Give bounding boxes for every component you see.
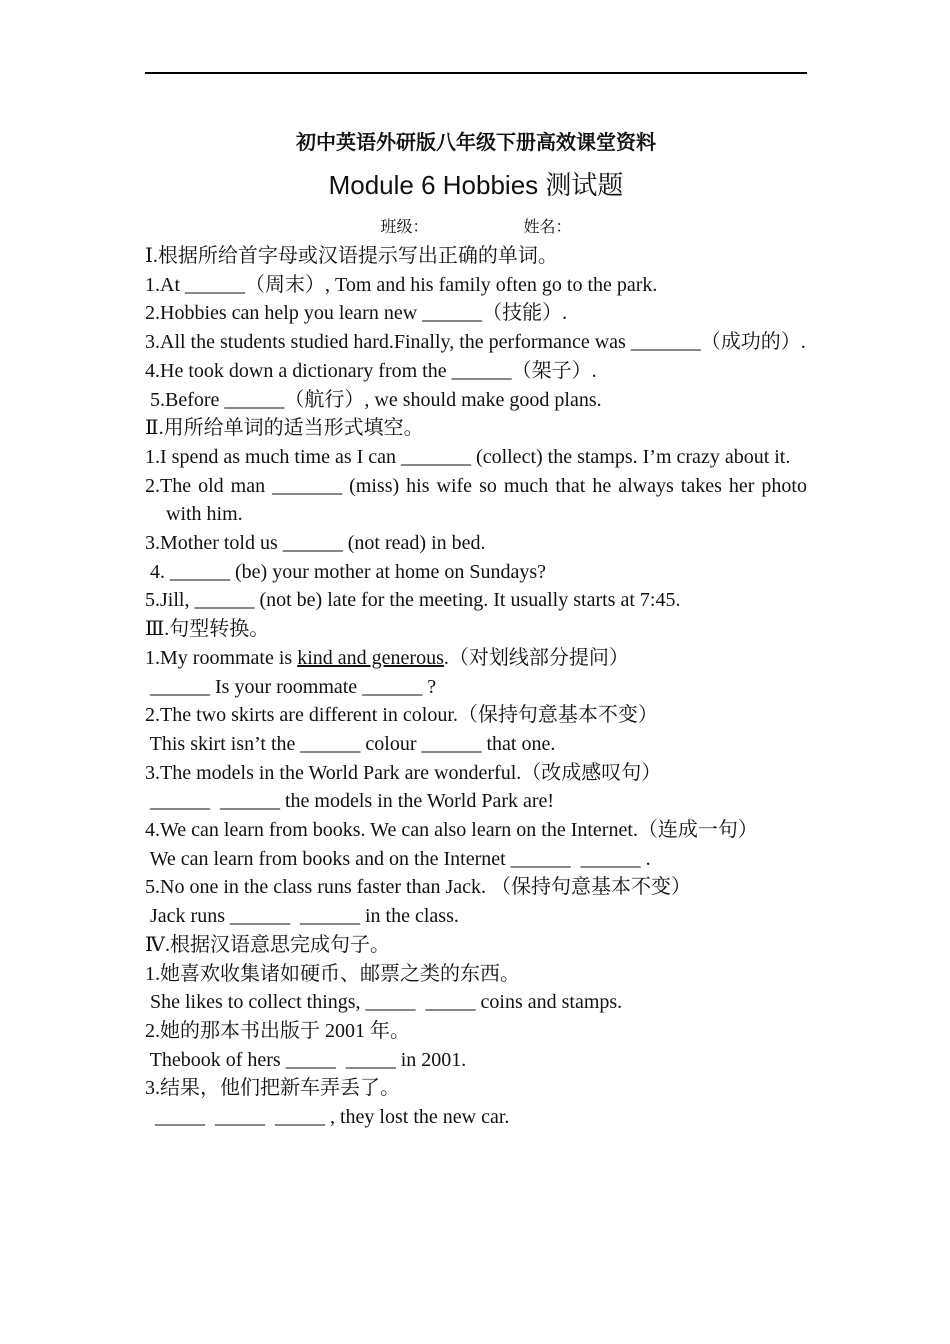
question-item	[145, 644, 807, 673]
question-item: 1.她喜欢收集诸如硬币、邮票之类的东西。	[145, 962, 520, 985]
question-item: 5.No one in the class runs faster than Jack. （保持句意基本不变）	[145, 876, 692, 899]
question-item: 3.Mother told us ______ (not read) in bed.	[145, 532, 486, 555]
question-item: 3.The models in the World Park are wonderful.（改成感叹句）	[145, 761, 662, 784]
question-item: 2.The old man _______ (miss) his wife so much that he always takes her photo with him.	[145, 474, 812, 526]
question-item: 4.He took down a dictionary from the ______（架子）.	[145, 359, 597, 382]
question-item: 4. ______ (be) your mother at home on Sundays?	[145, 560, 547, 583]
question-item: 2.Hobbies can help you learn new ______（技能）.	[145, 302, 568, 325]
answer-line: She likes to collect things, _____ _____ coins and stamps.	[145, 991, 623, 1014]
answer-line: Jack runs ______ ______ in the class.	[145, 905, 459, 928]
question-item: 4.We can learn from books. We can also learn on the Internet.（连成一句）	[145, 819, 758, 842]
section-heading: Ⅱ.用所给单词的适当形式填空。	[145, 417, 424, 440]
question-item: 5.Before ______（航行）, we should make good plans.	[145, 388, 602, 411]
answer-line: Thebook of hers _____ _____ in 2001.	[145, 1048, 467, 1071]
section-heading: Ⅰ.根据所给首字母或汉语提示写出正确的单词。	[145, 245, 558, 267]
section-heading: Ⅳ.根据汉语意思完成句子。	[145, 933, 390, 956]
answer-line: ______ Is your roommate ______ ?	[145, 675, 437, 698]
header-rule	[145, 72, 807, 74]
underlined-phrase: kind and generous	[297, 646, 444, 669]
question-item: 1.At ______（周末）, Tom and his family often go to the park.	[145, 273, 658, 296]
section-4	[145, 931, 807, 1132]
section-2	[145, 414, 812, 615]
document-title: Module 6 Hobbies 测试题	[328, 170, 624, 200]
question-item: 2.她的那本书出版于 2001 年。	[145, 1019, 410, 1042]
question-item: 2.The two skirts are different in colour.（保持句意基本不变）	[145, 704, 658, 727]
question-text: 1.My roommate is	[145, 646, 298, 669]
question-instruction: .（对划线部分提问）	[443, 646, 629, 669]
class-label: 班级：	[380, 219, 429, 236]
question-item: 5.Jill, ______ (not be) late for the meeting. It usually starts at 7:45.	[145, 589, 681, 612]
question-item: 3.All the students studied hard.Finally, the performance was _______（成功的）.	[145, 331, 806, 354]
answer-line: _____ _____ _____ , they lost the new car.	[145, 1106, 510, 1129]
section-1	[145, 242, 807, 414]
name-label: 姓名：	[523, 219, 572, 236]
question-item: 1.I spend as much time as I can _______ (collect) the stamps. I’m crazy about it.	[145, 445, 791, 468]
answer-line: This skirt isn’t the ______ colour ______ that one.	[145, 732, 556, 755]
section-heading: Ⅲ.句型转换。	[145, 618, 270, 641]
answer-line: We can learn from books and on the Internet ______ ______ .	[145, 847, 651, 870]
answer-line: ______ ______ the models in the World Park are!	[145, 790, 555, 813]
section-3	[145, 615, 807, 931]
document-subtitle: 初中英语外研版八年级下册高效课堂资料	[296, 130, 656, 154]
question-item: 3.结果，他们把新车弄丢了。	[145, 1077, 400, 1100]
worksheet-body	[145, 242, 812, 1132]
student-info	[145, 217, 807, 239]
